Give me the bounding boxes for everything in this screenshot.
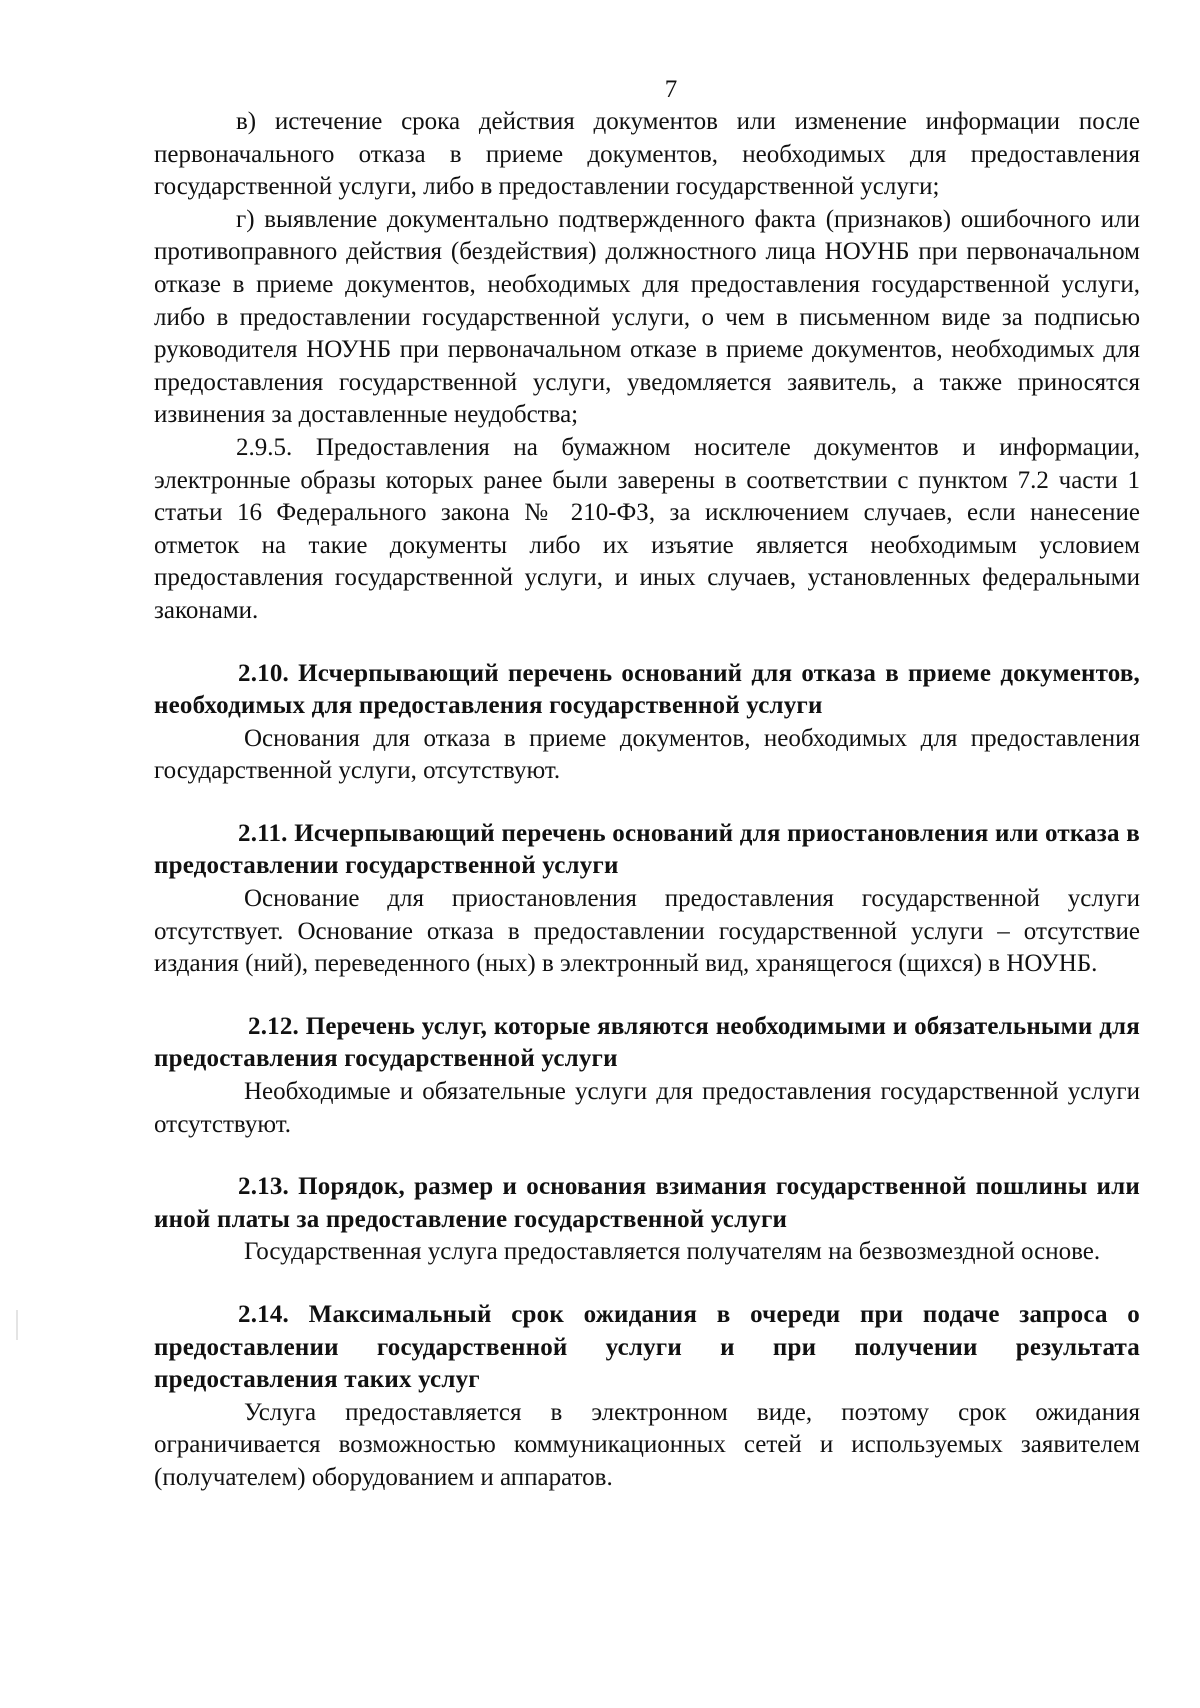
section-2-12-heading: 2.12. Перечень услуг, которые являются необходимыми и обязательными для предоставления государственной услуги [154,1012,1140,1073]
page-number: 7 [664,76,678,103]
section-2-14-heading: 2.14. Максимальный срок ожидания в очереди при подаче запроса о предоставлении государственной услуги и при получении результата предоставления таких услуг [154,1301,1140,1394]
section-2-14-body: Услуга предоставляется в электронном виде, поэтому срок ожидания ограничивается возможностью коммуникационных сетей и используемых заявителем (получателем) оборудованием и аппаратов. [154,1398,1140,1491]
section-2-11-heading: 2.11. Исчерпывающий перечень оснований для приостановления или отказа в предоставлении государственной услуги [154,819,1140,880]
section-2-13-body: Государственная услуга предоставляется получателям на безвозмездной основе. [244,1238,1101,1266]
section-2-13-heading: 2.13. Порядок, размер и основания взимания государственной пошлины или иной платы за предоставление государственной услуги [154,1173,1140,1233]
section-2-10-heading: 2.10. Исчерпывающий перечень оснований для отказа в приеме документов, необходимых для предоставления государственной услуги [154,659,1140,720]
document-page [154,74,1140,1495]
paragraph-2-9-5: 2.9.5. Предоставления на бумажном носителе документов и информации, электронные образы которых ранее были заверены в соответствии с пунктом 7.2 части 1 статьи 16 Федерального закона № 210-ФЗ, за исключением случаев, если нанесение отметок на такие документы либо их изъятие является необходимым условием предоставления государственной услуги, и иных случаев, установленных федеральными законами. [154,433,1140,624]
scan-margin-mark [16,1310,18,1340]
section-2-12-body: Необходимые и обязательные услуги для предоставления государственной услуги отсутствуют. [154,1078,1140,1138]
section-2-10-body: Основания для отказа в приеме документов, необходимых для предоставления государственной услуги, отсутствуют. [154,724,1140,785]
paragraph-item-v: в) истечение срока действия документов или изменение информации после первоначального отказа в приеме документов, необходимых для предоставления государственной услуги, либо в предоставлении государственной услуги; [154,108,1140,201]
section-2-11-body: Основание для приостановления предоставления государственной услуги отсутствует. Основание отказа в предоставлении государственной услуги – отсутствие издания (ний), переведенного (ных) в электронный вид, хранящегося (щихся) в НОУНБ. [154,885,1140,978]
paragraph-item-g: г) выявление документально подтвержденного факта (признаков) ошибочного или противоправного действия (бездействия) должностного лица НОУНБ при первоначальном отказе в приеме документов, необходимых для предоставления государственной услуги, либо в предоставлении государственной услуги, о чем в письменном виде за подписью руководителя НОУНБ при первоначальном отказе в приеме документов, необходимых для предоставления государственной услуги, уведомляется заявитель, а также приносятся извинения за доставленные неудобства; [154,205,1140,429]
